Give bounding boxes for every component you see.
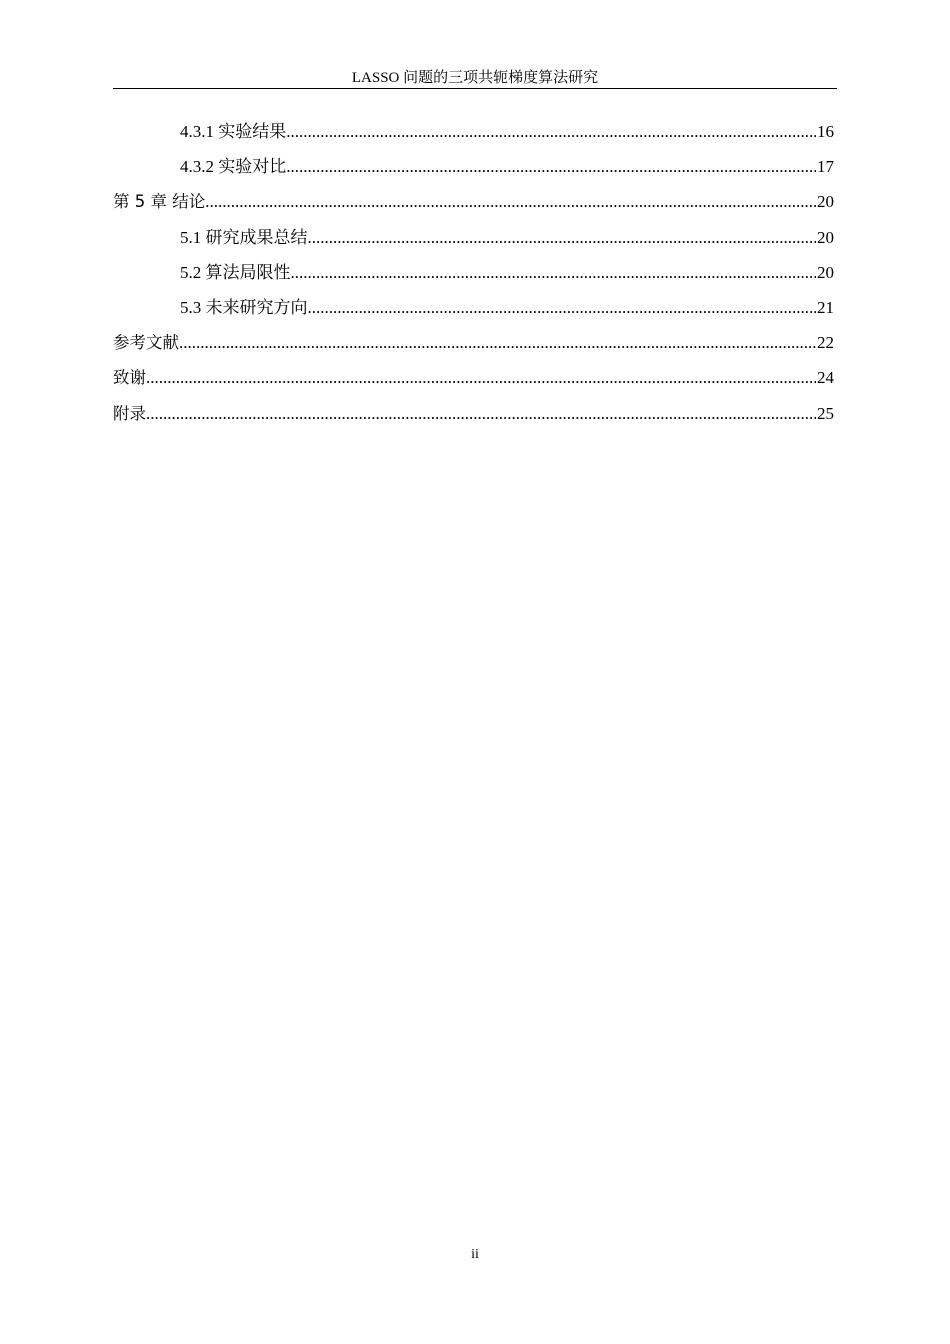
toc-dot-leader [308,220,817,255]
toc-entry-title: 第 5 章 结论 [113,192,206,212]
toc-entry-page: 24 [817,368,834,388]
toc-entry-appendix[interactable] [113,396,834,431]
toc-dot-leader [179,325,816,360]
toc-entry-title: 4.3.2 实验对比 [180,157,287,177]
toc-entry-chapter-5[interactable] [113,184,834,219]
toc-dot-leader [205,184,816,219]
toc-entry-title: 5.2 算法局限性 [180,262,291,282]
toc-entry-4-3-1[interactable] [113,114,834,149]
toc-dot-leader [286,114,816,149]
toc-entry-title: 附录 [113,403,146,423]
toc-entry-5-1[interactable] [113,220,834,255]
toc-dot-leader [146,360,816,395]
toc-entry-page: 17 [817,157,834,177]
toc-entry-title: 5.3 未来研究方向 [180,297,308,317]
toc-entry-page: 25 [817,403,834,423]
toc-entry-title: 致谢 [113,368,146,388]
toc-entry-5-3[interactable] [113,290,834,325]
toc-entry-5-2[interactable] [113,255,834,290]
toc-entry-page: 22 [817,333,834,353]
running-header: LASSO 问题的三项共轭梯度算法研究 [351,70,599,86]
toc-entry-4-3-2[interactable] [113,149,834,184]
toc-entry-title: 4.3.1 实验结果 [180,122,287,141]
toc-entry-references[interactable] [113,325,834,360]
toc-dot-leader [286,149,816,184]
toc-entry-page: 16 [817,122,834,141]
toc-entry-acknowledgements[interactable] [113,360,834,395]
toc-dot-leader [291,255,817,290]
table-of-contents [113,114,834,431]
toc-dot-leader [308,290,817,325]
header-rule [113,88,837,89]
toc-entry-page: 20 [817,262,834,282]
toc-entry-title: 参考文献 [113,333,179,353]
toc-entry-title: 5.1 研究成果总结 [180,227,308,247]
toc-entry-page: 21 [817,297,834,317]
toc-dot-leader [146,396,816,431]
toc-entry-page: 20 [817,227,834,247]
page-number: ii [471,1247,479,1262]
toc-entry-page: 20 [817,192,834,212]
